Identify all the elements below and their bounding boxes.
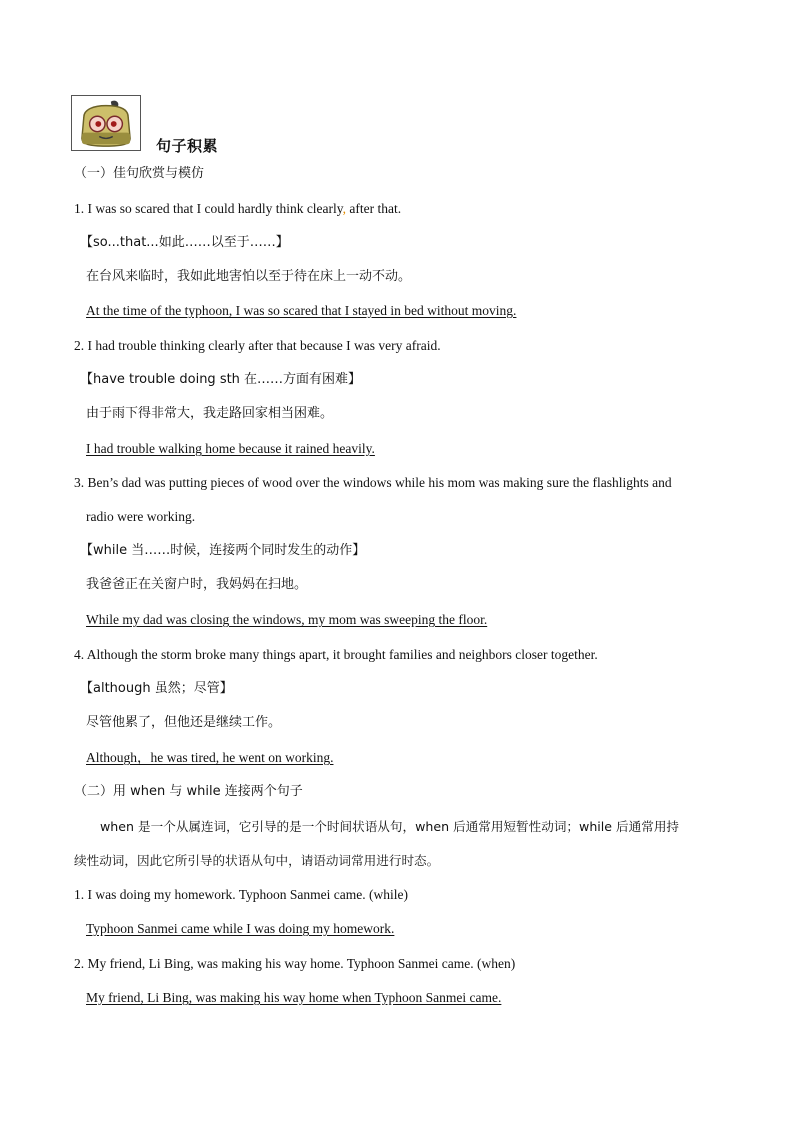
- section-logo: [71, 95, 141, 151]
- item3-sentence: 3. Ben’s dad was putting pieces of wood over the windows while his mom was making sure the flashlights and: [74, 475, 672, 490]
- item4-sentence: 4. Although the storm broke many things apart, it brought families and neighbors closer together.: [74, 647, 598, 662]
- part2-question2: 2. My friend, Li Bing, was making his way home. Typhoon Sanmei came. (when): [74, 956, 516, 971]
- item1-note: 【so...that...如此……以至于……】: [80, 235, 289, 250]
- item3-note: 【while 当……时候，连接两个同时发生的动作】: [80, 543, 366, 558]
- part1-heading: （一）佳句欣赏与模仿: [74, 166, 205, 181]
- item2-note: 【have trouble doing sth 在……方面有困难】: [80, 372, 362, 387]
- item4-note: 【although 虽然；尽管】: [80, 681, 233, 696]
- part2-heading: （二）用 when 与 while 连接两个句子: [74, 784, 303, 799]
- item3-prompt: 我爸爸正在关窗户时，我妈妈在扫地。: [86, 577, 308, 592]
- item4-prompt: 尽管他累了，但他还是继续工作。: [86, 715, 282, 730]
- mascot-icon: [72, 96, 140, 150]
- part2-explain-line1: when 是一个从属连词，它引导的是一个时间状语从句，when 后通常用短暂性动词；while 后通常用持: [100, 819, 680, 834]
- item4-answer: Although，he was tired, he went on working.: [86, 750, 334, 765]
- item2-sentence: 2. I had trouble thinking clearly after that because I was very afraid.: [74, 338, 441, 353]
- item1-prompt: 在台风来临时，我如此地害怕以至于待在床上一动不动。: [86, 269, 412, 284]
- part2-explain-line2: 续性动词，因此它所引导的状语从句中，请语动词常用进行时态。: [74, 853, 440, 868]
- item2-prompt: 由于雨下得非常大，我走路回家相当困难。: [86, 406, 334, 421]
- section-title: 句子积累: [156, 137, 219, 155]
- item2-answer: I had trouble walking home because it rained heavily.: [86, 441, 375, 456]
- item3-answer: While my dad was closing the windows, my mom was sweeping the floor.: [86, 612, 488, 627]
- item3-sentence-cont: radio were working.: [86, 509, 196, 524]
- item1-answer: At the time of the typhoon, I was so scared that I stayed in bed without moving.: [86, 303, 517, 318]
- part2-question1: 1. I was doing my homework. Typhoon Sanmei came. (while): [74, 887, 408, 902]
- part2-answer1: Typhoon Sanmei came while I was doing my homework.: [86, 921, 395, 936]
- item1-sentence: 1. I was so scared that I could hardly think clearly, after that.: [74, 201, 402, 216]
- part2-answer2: My friend, Li Bing, was making his way home when Typhoon Sanmei came.: [86, 990, 502, 1005]
